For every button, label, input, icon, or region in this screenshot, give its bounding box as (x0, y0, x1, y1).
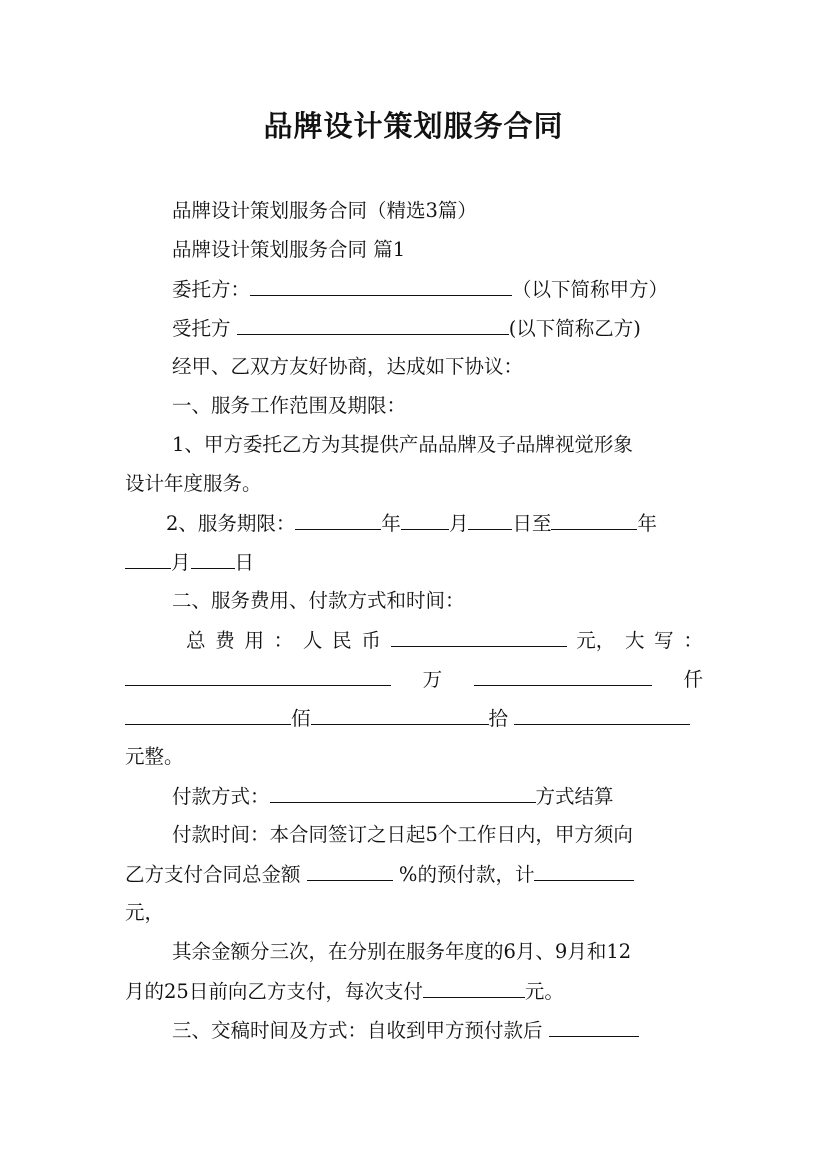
end-day-blank (191, 548, 235, 569)
clause-heading: 二、服务费用、付款方式和时间： (172, 589, 465, 612)
paragraph-line: 元， (125, 901, 165, 924)
end-day-text: 日 (234, 551, 255, 574)
end-month-text: 月 (171, 551, 191, 574)
delivery-blank (549, 1016, 639, 1037)
client-line (172, 275, 703, 304)
wan-blank (125, 665, 391, 686)
fee-char: 元， (576, 629, 616, 652)
paragraph-line: 设计年度服务。 (125, 472, 262, 495)
fee-char: 用 (244, 629, 264, 652)
bai-text: 佰 (291, 707, 311, 730)
paragraph-line: 其余金额分三次，在分别在服务年度的6月、9月和12 (172, 940, 632, 963)
term-line-end (125, 548, 703, 577)
paragraph-line: 经甲、乙双方友好协商，达成如下协议： (172, 355, 524, 378)
end-year-blank (551, 509, 637, 530)
fee-line (186, 626, 703, 655)
prepay-note: %的预付款，计 (398, 863, 535, 886)
installment-blank (423, 977, 525, 998)
contractor-note: (以下简称乙方) (508, 317, 641, 340)
subtitle-line: 品牌设计策划服务合同（精选3篇） (172, 199, 477, 222)
month-text: 月 (448, 512, 469, 535)
end-year-text: 年 (637, 512, 657, 535)
end-month-blank (125, 548, 171, 569)
fee-char: 币 (361, 629, 381, 652)
fee-words-line (125, 665, 703, 694)
bai-blank (125, 704, 291, 725)
day-blank (468, 509, 512, 530)
fee-char: 人 (302, 629, 323, 652)
day-to-text: 日至 (512, 512, 552, 535)
delivery-label: 三、交稿时间及方式：自收到甲方预付款后 (172, 1019, 543, 1042)
year-blank (295, 509, 381, 530)
paragraph-line: 元整。 (125, 745, 184, 768)
fee-words-line-2 (125, 704, 703, 733)
paragraph-line: 付款时间：本合同签订之日起5个工作日内，甲方须向 (172, 823, 633, 846)
fee-char: ： (273, 629, 294, 652)
client-blank (250, 275, 512, 296)
fee-char: 总 (186, 629, 206, 652)
prepay-label: 乙方支付合同总金额 (125, 863, 301, 886)
contractor-line (172, 314, 703, 343)
qian-text: 仟 (683, 668, 703, 691)
installment-label: 月的25日前向乙方支付，每次支付 (125, 980, 423, 1003)
yuan-blank (514, 704, 690, 725)
client-label: 委托方： (172, 278, 251, 301)
year-text: 年 (381, 512, 401, 535)
percent-blank (307, 860, 393, 881)
fee-char: 写 (654, 629, 674, 652)
fee-char: ： (683, 629, 703, 652)
fee-amount-blank (391, 626, 567, 647)
document-title: 品牌设计策划服务合同 (263, 109, 564, 143)
client-note: （以下简称甲方） (512, 278, 669, 301)
term-label: 2、服务期限： (166, 512, 296, 535)
payment-method-note: 方式结算 (535, 785, 614, 808)
delivery-line (172, 1016, 703, 1045)
term-line (166, 509, 703, 538)
shi-text: 拾 (488, 707, 509, 730)
payment-method-blank (270, 782, 536, 803)
paragraph-line: 1、甲方委托乙方为其提供产品品牌及子品牌视觉形象 (172, 433, 633, 456)
contractor-blank (237, 314, 509, 335)
installment-line (125, 977, 703, 1006)
fee-char: 费 (215, 629, 235, 652)
shi-blank (311, 704, 489, 725)
payment-method-label: 付款方式： (172, 785, 270, 808)
section-heading: 品牌设计策划服务合同 篇1 (172, 238, 406, 261)
month-blank (401, 509, 449, 530)
payment-method-line (172, 782, 703, 811)
fee-char: 大 (624, 629, 645, 652)
qian-blank (474, 665, 652, 686)
clause-heading: 一、服务工作范围及期限： (172, 394, 407, 417)
installment-note: 元。 (524, 980, 564, 1003)
fee-char: 民 (332, 629, 352, 652)
wan-text: 万 (422, 668, 443, 691)
prepay-amount-blank (534, 860, 634, 881)
prepay-line (125, 860, 703, 889)
contractor-label: 受托方 (172, 317, 237, 340)
